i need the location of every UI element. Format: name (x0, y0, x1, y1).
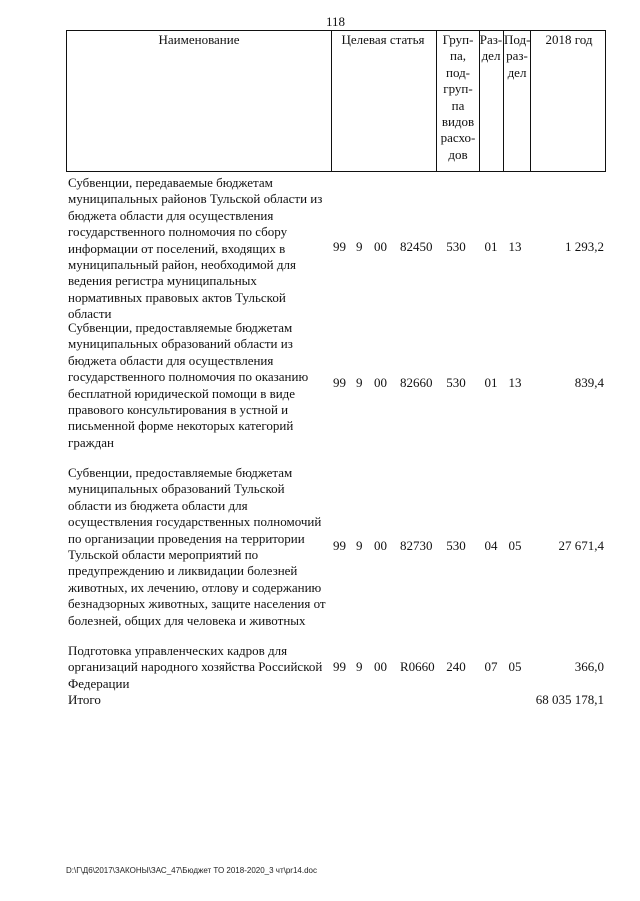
row-direction: 00 (374, 375, 387, 390)
row-subprogram: 9 (356, 239, 363, 254)
row-subsection: 13 (508, 239, 522, 254)
row-program: 99 (333, 538, 346, 553)
row-direction: 00 (374, 239, 387, 254)
row-subsection: 05 (508, 538, 522, 553)
row-amount: 1 293,2 (565, 239, 604, 254)
header-target-article: Целевая статья (341, 32, 425, 47)
table-header (66, 30, 606, 172)
row-code: R0660 (400, 659, 435, 674)
table-row (66, 175, 606, 320)
total-row (66, 692, 606, 710)
row-amount: 366,0 (574, 659, 604, 674)
row-direction: 00 (374, 659, 387, 674)
total-label: Итого (68, 692, 101, 707)
table-row (66, 643, 606, 693)
row-program: 99 (333, 375, 346, 390)
row-section: 07 (484, 659, 498, 674)
row-name: Субвенции, передаваемые бюджетам муниципальных районов Тульской области из бюджета области для осуществления государственного полномочия по сбору информации от поселений, входящих в муниципальный район, необходимой для ведения регистра муниципальных нормативных правовых актов Тульской области (68, 175, 323, 322)
row-name: Субвенции, предоставляемые бюджетам муниципальных образований Тульской области из бюджета области для осуществления государственных полномочий по организации проведения на территории Тульской области мероприятий по предупреждению и ликвидации болезней животных, их лечению, отлову и содержанию безнадзорных животных, защите населения от болезней, общих для человека и животных (68, 465, 326, 628)
page-number: 118 (326, 14, 346, 29)
row-subprogram: 9 (356, 375, 363, 390)
row-section: 01 (484, 239, 498, 254)
row-subprogram: 9 (356, 538, 363, 553)
header-section: Раз- дел (479, 32, 503, 64)
header-expense-group: Груп- па, под- груп- па видов расхо- дов (440, 32, 476, 162)
row-name: Субвенции, предоставляемые бюджетам муниципальных образований области из бюджета области для осуществления государственного полномочия по оказанию бесплатной юридической помощи в виде правового консультирования в устной и письменной форме некоторых категорий граждан (68, 320, 309, 450)
row-program: 99 (333, 659, 346, 674)
row-code: 82730 (400, 538, 433, 553)
row-amount: 839,4 (574, 375, 604, 390)
row-group: 240 (446, 659, 466, 674)
file-path-footer: D:\Г\Д6\2017\ЗАКОНЫ\ЗАС_47\Бюджет ТО 2018-2020_3 чт\pr14.doc (66, 866, 317, 875)
row-name: Подготовка управленческих кадров для организаций народного хозяйства Российской Федерации (68, 643, 323, 691)
row-subsection: 13 (508, 375, 522, 390)
header-name: Наименование (158, 32, 240, 47)
row-group: 530 (446, 239, 466, 254)
column-divider (530, 31, 531, 171)
row-section: 04 (484, 538, 498, 553)
row-subprogram: 9 (356, 659, 363, 674)
total-amount: 68 035 178,1 (535, 692, 604, 707)
row-subsection: 05 (508, 659, 522, 674)
row-group: 530 (446, 375, 466, 390)
header-subsection: Под- раз- дел (504, 32, 531, 80)
row-direction: 00 (374, 538, 387, 553)
header-year-2018: 2018 год (545, 32, 593, 47)
row-code: 82660 (400, 375, 433, 390)
table-row (66, 465, 606, 635)
row-amount: 27 671,4 (558, 538, 604, 553)
table-row (66, 320, 606, 460)
row-section: 01 (484, 375, 498, 390)
row-program: 99 (333, 239, 346, 254)
row-code: 82450 (400, 239, 433, 254)
column-divider (331, 31, 332, 171)
row-group: 530 (446, 538, 466, 553)
